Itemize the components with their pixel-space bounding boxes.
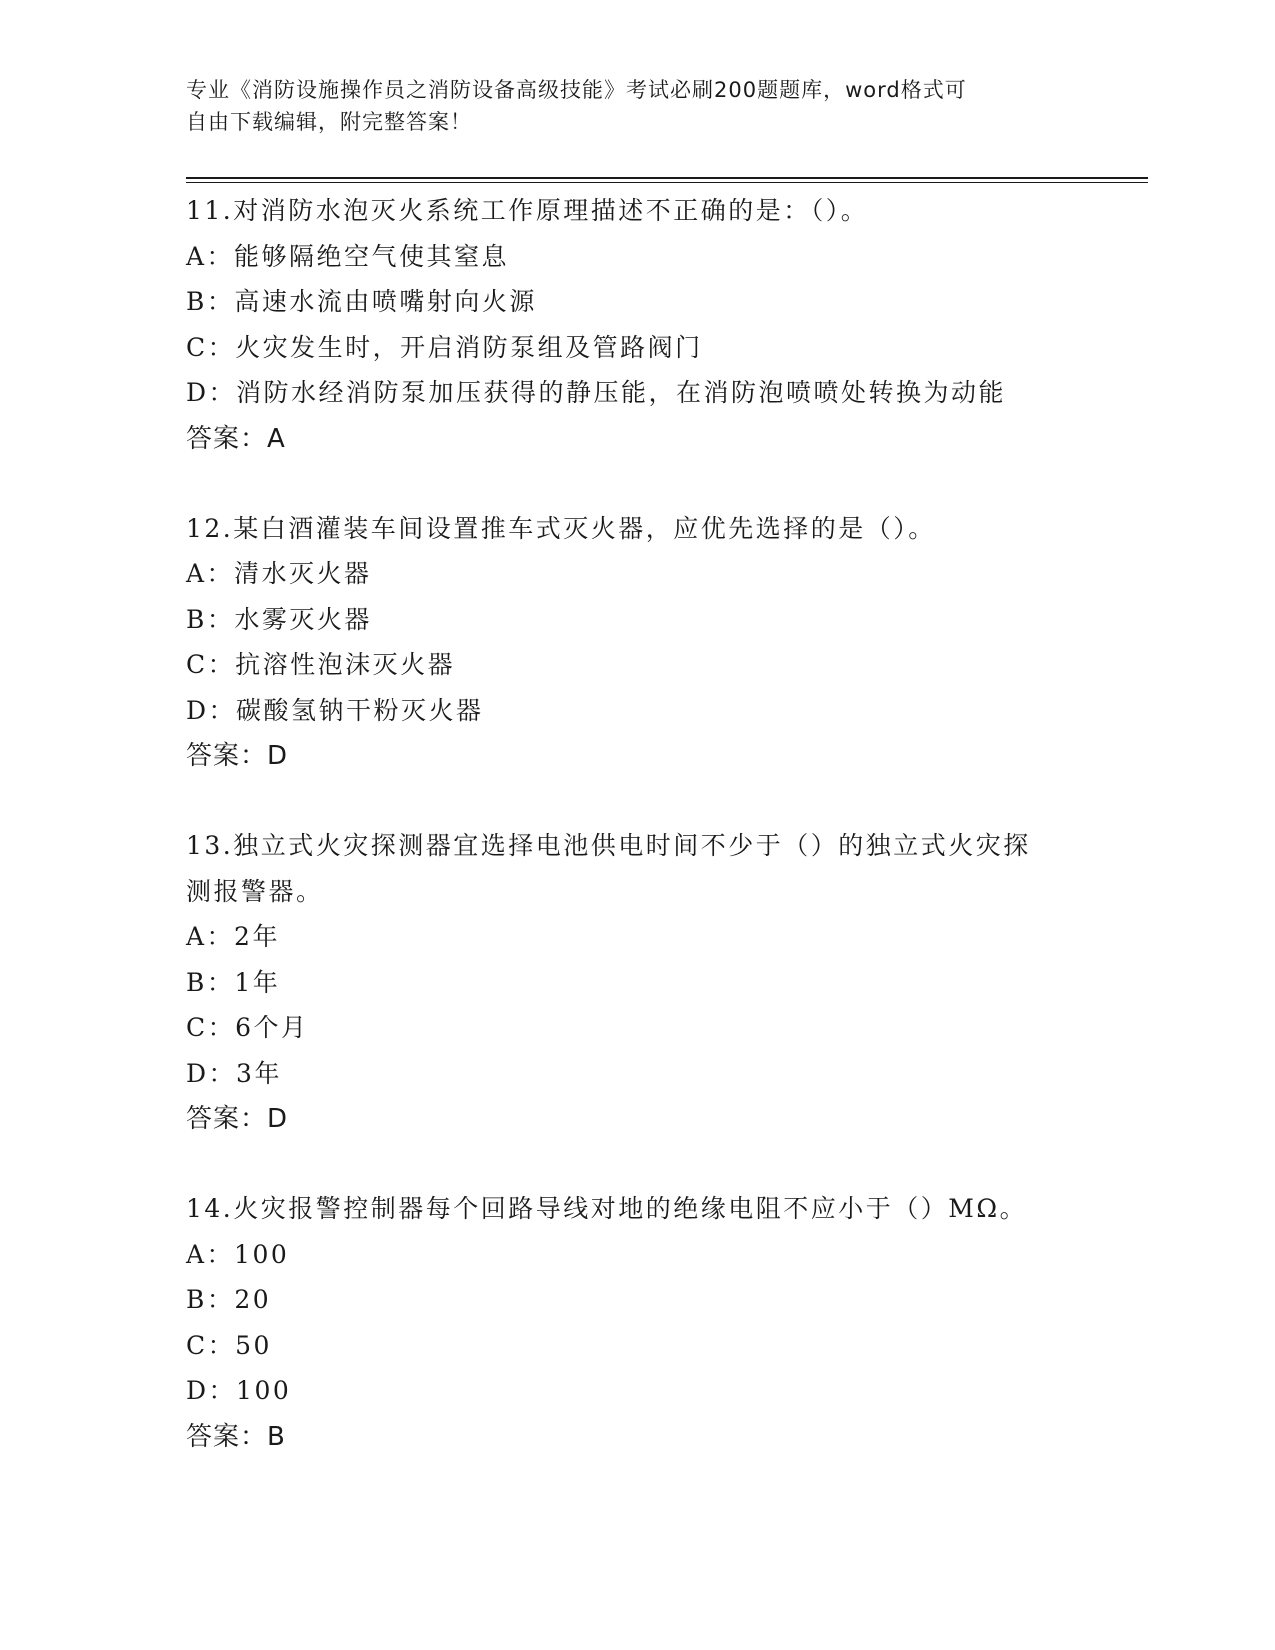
option-b: B：1年	[186, 967, 281, 997]
header-line-2: 自由下载编辑，附完整答案！	[186, 110, 472, 134]
option-d: D：100	[186, 1376, 292, 1405]
question-11	[186, 188, 1086, 462]
option-a: A：清水灭火器	[186, 559, 372, 588]
option-a: A：能够隔绝空气使其窒息	[186, 241, 510, 271]
option-c: C：50	[186, 1330, 272, 1360]
header-line-1: 专业《消防设施操作员之消防设备高级技能》考试必刷200题题库，word格式可	[186, 78, 967, 102]
question-12	[186, 506, 1086, 780]
question-stem: 14.火灾报警控制器每个回路导线对地的绝缘电阻不应小于（）MΩ。	[186, 1194, 1028, 1223]
option-d: D：碳酸氢钠干粉灭火器	[186, 695, 484, 725]
option-b: B：高速水流由喷嘴射向火源	[186, 287, 537, 316]
question-14	[186, 1186, 1086, 1460]
option-a: A：100	[186, 1239, 290, 1269]
option-a: A：2年	[186, 922, 280, 951]
option-c: C：抗溶性泡沫灭火器	[186, 650, 456, 679]
option-d: D：消防水经消防泵加压获得的静压能，在消防泡喷喷处转换为动能	[186, 378, 1007, 407]
question-stem-line-2: 测报警器。	[186, 876, 324, 906]
option-b: B：20	[186, 1285, 272, 1314]
answer-label: 答案：D	[186, 1104, 289, 1134]
question-list	[186, 188, 1086, 1504]
option-d: D：3年	[186, 1058, 282, 1088]
option-c: C：6个月	[186, 1013, 309, 1042]
header-divider-thin	[186, 182, 1148, 183]
option-b: B：水雾灭火器	[186, 604, 372, 634]
option-c: C：火灾发生时，开启消防泵组及管路阀门	[186, 332, 703, 362]
question-stem: 11.对消防水泡灭火系统工作原理描述不正确的是：（）。	[186, 196, 869, 225]
question-stem: 12.某白酒灌装车间设置推车式灭火器，应优先选择的是（）。	[186, 513, 936, 543]
answer-label: 答案：B	[186, 1421, 286, 1452]
document-header	[186, 74, 1086, 138]
answer-label: 答案：D	[186, 741, 289, 771]
header-divider-thick	[186, 177, 1148, 179]
question-13	[186, 823, 1086, 1142]
question-stem-line-1: 13.独立式火灾探测器宜选择电池供电时间不少于（）的独立式火灾探	[186, 831, 1031, 860]
answer-label: 答案：A	[186, 423, 286, 454]
